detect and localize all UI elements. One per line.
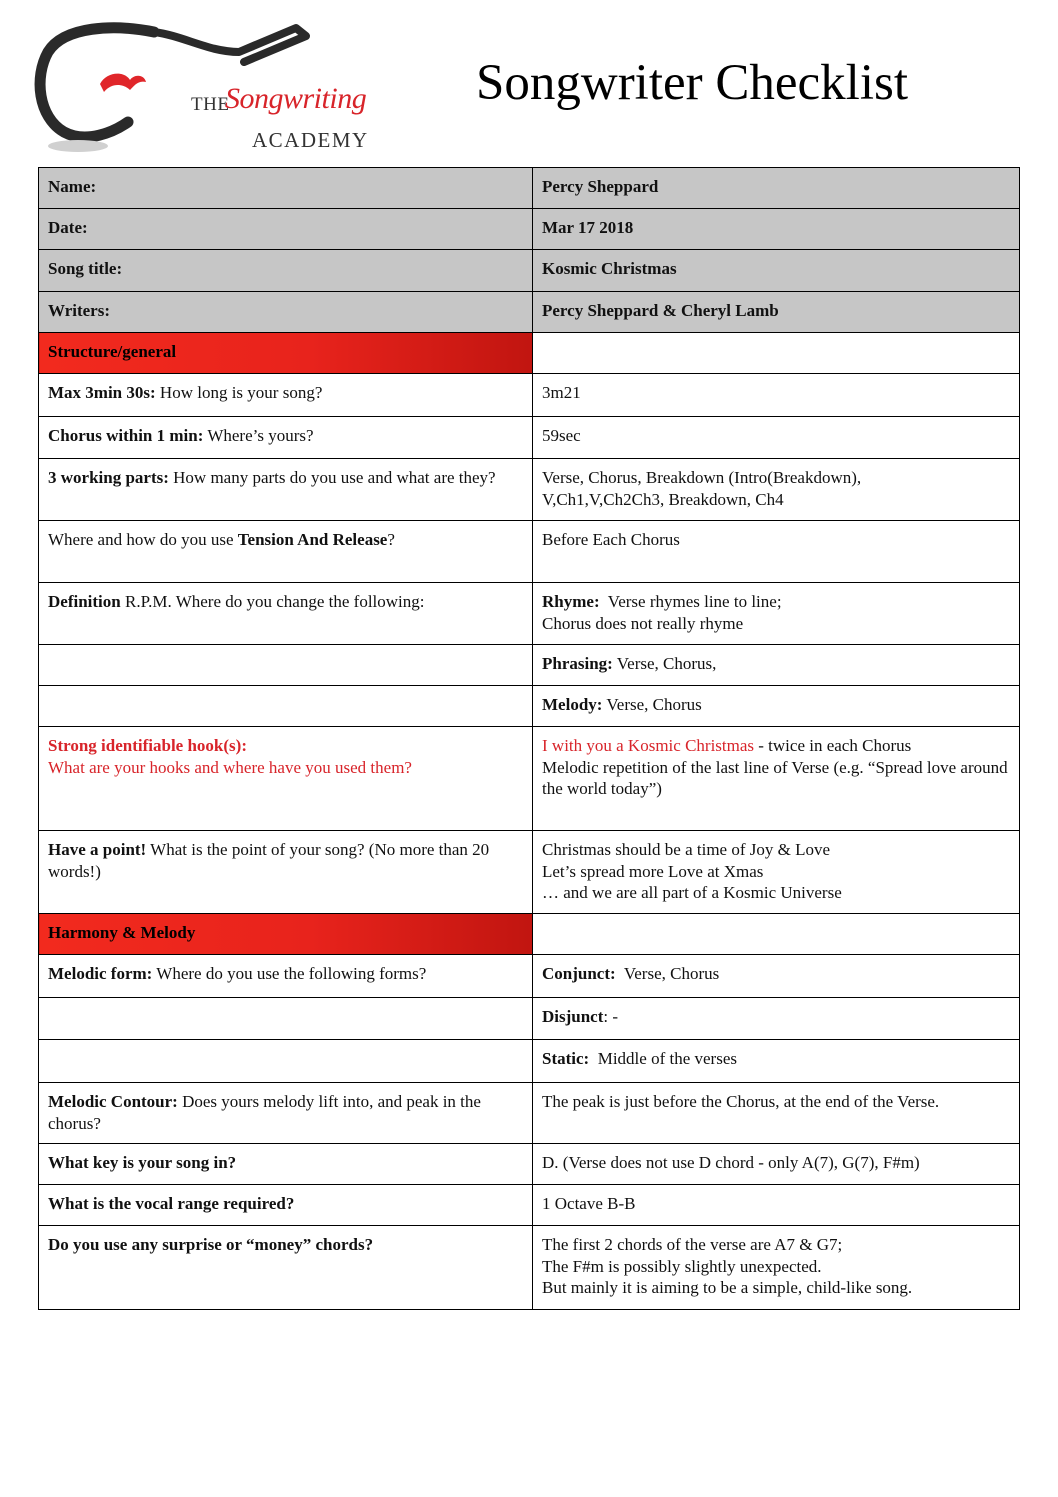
question-cell	[39, 1226, 533, 1310]
table-row-song-title	[39, 250, 1020, 292]
question-text: How many parts do you use and what are they?	[168, 468, 496, 487]
question-bold: Melodic form:	[48, 964, 153, 983]
question-cell	[39, 955, 533, 998]
melody-text: Verse, Chorus	[602, 695, 702, 714]
rhyme-text: Verse rhymes line to line;	[599, 592, 782, 611]
writers-label: Writers:	[39, 292, 533, 333]
logo-the-text: THE	[191, 94, 230, 115]
answer-line: Verse, Chorus, Breakdown (Intro(Breakdown),	[542, 468, 862, 487]
page-title: Songwriter Checklist	[476, 55, 909, 111]
question-text: Does yours melody lift into, and peak in the chorus?	[48, 1092, 481, 1133]
answer-line: The F#m is possibly slightly unexpected.	[542, 1256, 822, 1276]
question-cell	[39, 583, 533, 645]
answer-cell	[533, 459, 1020, 521]
phrasing-label: Phrasing:	[542, 654, 613, 673]
songwriting-academy-logo	[34, 22, 369, 157]
rhyme-label: Rhyme:	[542, 592, 600, 611]
table-row-name	[39, 168, 1020, 209]
answer-cell	[533, 583, 1020, 645]
table-row-surprise	[39, 1226, 1020, 1310]
question-cell	[39, 374, 533, 417]
question-cell	[39, 727, 533, 831]
question-bold: Chorus within 1 min:	[48, 426, 204, 445]
answer-line: Let’s spread more Love at Xmas	[542, 861, 764, 881]
song-title-label: Song title:	[39, 250, 533, 292]
answer-cell: 59sec	[533, 417, 1020, 459]
question-cell	[39, 1144, 533, 1185]
name-value: Percy Sheppard	[533, 168, 1020, 209]
melody-label: Melody:	[542, 695, 603, 714]
table-row-melodic-form	[39, 955, 1020, 998]
question-cell	[39, 1185, 533, 1226]
answer-line: The first 2 chords of the verse are A7 & G7;	[542, 1235, 843, 1254]
writers-value: Percy Sheppard & Cheryl Lamb	[533, 292, 1020, 333]
question-bold: Strong identifiable hook(s):	[48, 736, 247, 755]
table-row-definition	[39, 583, 1020, 645]
hook-phrase: I with you a Kosmic Christmas	[542, 736, 755, 755]
table-row-date	[39, 209, 1020, 250]
question-bold: Do you use any surprise or “money” chords?	[48, 1235, 374, 1254]
disjunct-label: Disjunct	[542, 1007, 604, 1026]
question-text: ?	[387, 530, 395, 549]
logo-academy-text: ACADEMY	[252, 128, 369, 152]
answer-line: Christmas should be a time of Joy & Love	[542, 840, 831, 859]
empty-cell	[39, 998, 533, 1040]
table-row-writers	[39, 292, 1020, 333]
date-value: Mar 17 2018	[533, 209, 1020, 250]
question-text: Where and how do you use	[48, 530, 238, 549]
section-header-harmony: Harmony & Melody	[39, 914, 533, 955]
question-bold: What is the vocal range required?	[48, 1194, 295, 1213]
section-row-structure	[39, 333, 1020, 374]
question-text: What is the point of your song? (No more than 20 words!)	[48, 840, 490, 881]
table-row-static	[39, 1040, 1020, 1083]
empty-cell	[39, 686, 533, 727]
static-text: Middle of the verses	[589, 1049, 737, 1068]
question-text: Where’s yours?	[203, 426, 314, 445]
table-row-tension	[39, 521, 1020, 583]
question-cell	[39, 459, 533, 521]
answer-cell	[533, 831, 1020, 914]
question-bold: 3 working parts:	[48, 468, 169, 487]
answer-cell: 3m21	[533, 374, 1020, 417]
logo-songwriting-text: Songwriting	[225, 82, 367, 115]
question-text: What are your hooks and where have you used them?	[48, 757, 412, 777]
answer-line: Melodic repetition of the last line of Verse (e.g. “Spread love around the world today”)	[542, 757, 1008, 798]
answer-cell	[533, 686, 1020, 727]
table-row-hook	[39, 727, 1020, 831]
checklist-table	[38, 167, 1020, 1310]
section-header-structure: Structure/general	[39, 333, 533, 374]
answer-cell: 1 Octave B-B	[533, 1185, 1020, 1226]
answer-cell: Before Each Chorus	[533, 521, 1020, 583]
rhyme-line-2: Chorus does not really rhyme	[542, 613, 744, 633]
answer-line: But mainly it is aiming to be a simple, child-like song.	[542, 1278, 913, 1297]
question-text: Where do you use the following forms?	[152, 964, 427, 983]
question-bold: Tension And Release	[237, 530, 388, 549]
question-bold: Have a point!	[48, 840, 147, 859]
phrasing-text: Verse, Chorus,	[612, 654, 717, 673]
table-row-disjunct	[39, 998, 1020, 1040]
empty-cell	[533, 914, 1020, 955]
question-bold: Max 3min 30s:	[48, 383, 156, 402]
disjunct-text: : -	[603, 1007, 619, 1026]
table-row-phrasing	[39, 645, 1020, 686]
date-label: Date:	[39, 209, 533, 250]
table-row-working-parts	[39, 459, 1020, 521]
answer-cell	[533, 645, 1020, 686]
table-row-chorus-1min	[39, 417, 1020, 459]
answer-cell	[533, 727, 1020, 831]
table-row-point	[39, 831, 1020, 914]
table-row-melody	[39, 686, 1020, 727]
answer-cell: The peak is just before the Chorus, at the end of the Verse.	[533, 1083, 1020, 1144]
answer-cell: D. (Verse does not use D chord - only A(7), G(7), F#m)	[533, 1144, 1020, 1185]
answer-cell	[533, 998, 1020, 1040]
question-bold: Melodic Contour:	[48, 1092, 178, 1111]
question-cell	[39, 1083, 533, 1144]
table-row-max-length	[39, 374, 1020, 417]
question-text: R.P.M. Where do you change the following:	[120, 592, 425, 611]
table-row-range	[39, 1185, 1020, 1226]
question-cell	[39, 831, 533, 914]
answer-cell	[533, 1040, 1020, 1083]
question-text: How long is your song?	[155, 383, 323, 402]
name-label: Name:	[39, 168, 533, 209]
song-title-value: Kosmic Christmas	[533, 250, 1020, 292]
conjunct-label: Conjunct:	[542, 964, 616, 983]
answer-line: … and we are all part of a Kosmic Universe	[542, 883, 842, 902]
empty-cell	[39, 1040, 533, 1083]
empty-cell	[39, 645, 533, 686]
answer-line: V,Ch1,V,Ch2Ch3, Breakdown, Ch4	[542, 489, 784, 509]
hook-phrase-rest: - twice in each Chorus	[754, 736, 912, 755]
conjunct-text: Verse, Chorus	[615, 964, 720, 983]
static-label: Static:	[542, 1049, 590, 1068]
question-bold: Definition	[48, 592, 121, 611]
answer-cell	[533, 955, 1020, 998]
question-cell	[39, 417, 533, 459]
section-row-harmony	[39, 914, 1020, 955]
question-bold: What key is your song in?	[48, 1153, 237, 1172]
question-cell	[39, 521, 533, 583]
empty-cell	[533, 333, 1020, 374]
table-row-key	[39, 1144, 1020, 1185]
answer-cell	[533, 1226, 1020, 1310]
table-row-contour	[39, 1083, 1020, 1144]
